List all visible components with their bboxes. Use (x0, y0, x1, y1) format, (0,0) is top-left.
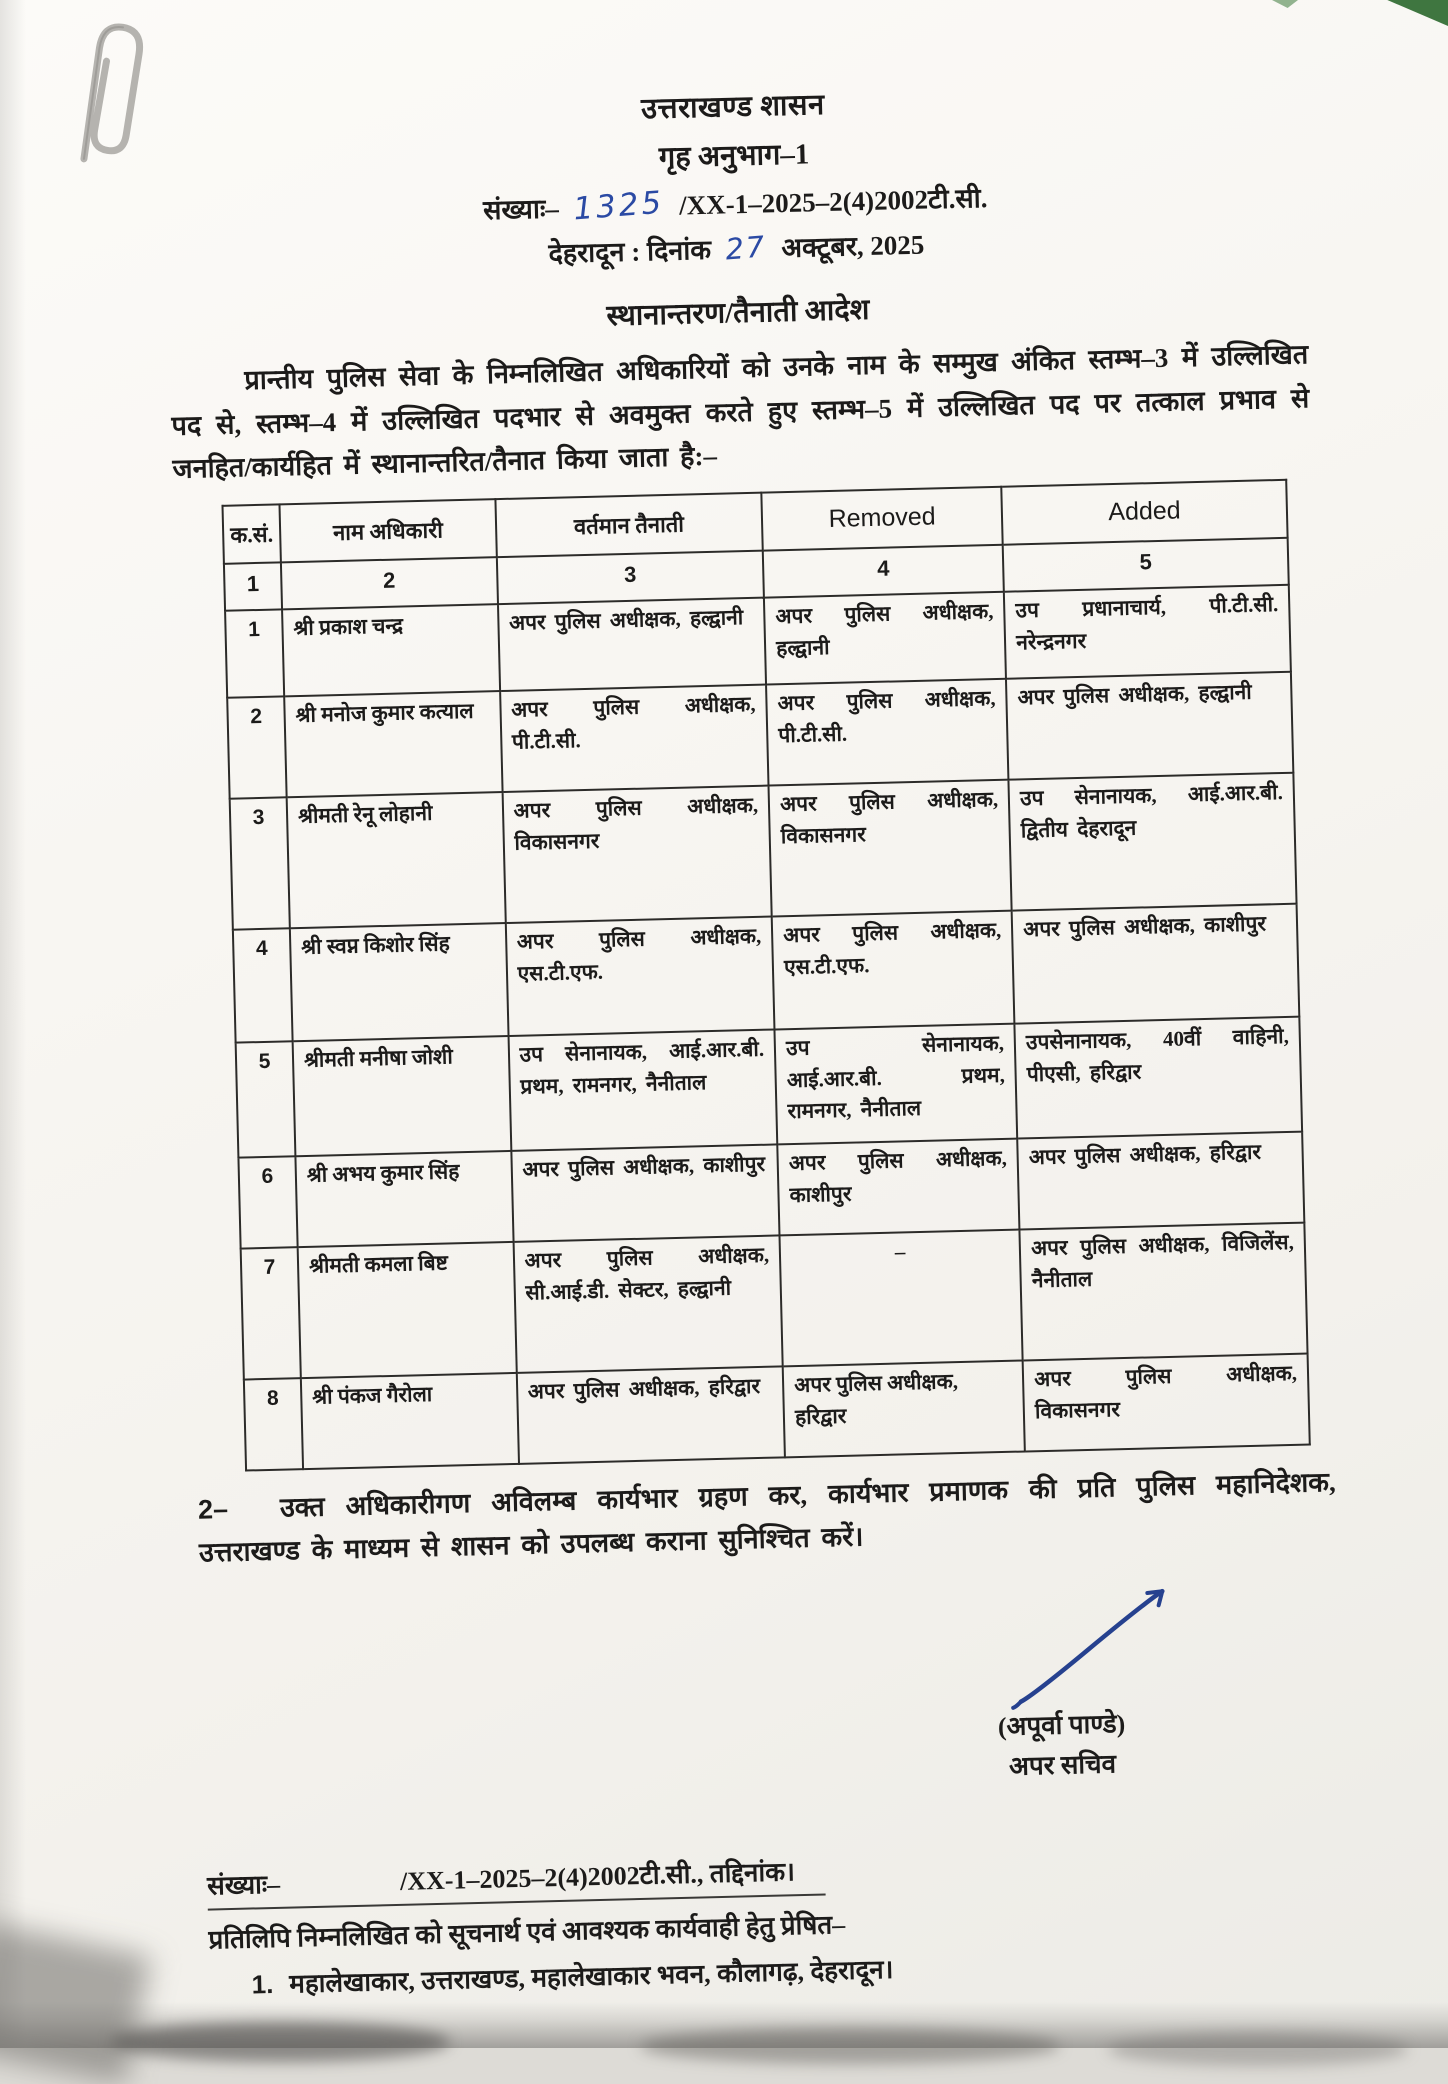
col-number-3: 3 (496, 551, 764, 604)
cell-added: अपर पुलिस अधीक्षक, विकासनगर (1023, 1354, 1310, 1452)
cell-officer-name: श्रीमती रेनू लोहानी (287, 792, 506, 928)
signatory-name: (अपूर्वा पाण्डे) (997, 1708, 1126, 1741)
cell-removed: अपर पुलिस अधीक्षक, हल्द्वानी (764, 592, 1006, 685)
footer-number-rest: /XX-1–2025–2(4)2002टी.सी., तद्दिनांक। (399, 1856, 796, 1896)
col-number-1: 1 (224, 563, 282, 611)
footer-number-line (207, 1851, 826, 1910)
col-number-4: 4 (763, 545, 1004, 598)
cell-serial: 4 (233, 928, 293, 1042)
document-title: स्थानान्तरण/तैनाती आदेश (606, 293, 870, 333)
cell-serial: 7 (241, 1247, 301, 1379)
recipient-text: महालेखाकार, उत्तराखण्ड, महालेखाकार भवन, कौलागढ़, देहरादून। (288, 1954, 894, 1999)
instruction-text: उक्त अधिकारीगण अविलम्ब कार्यभार ग्रहण कर, कार्यभार प्रमाणक की प्रति पुलिस महानिदेशक, उत्तराखण्ड के माध्यम से शासन को उपलब्ध कराना सुनिश्चित करें। (198, 1467, 1337, 1569)
cell-current-posting: अपर पुलिस अधीक्षक, काशीपुर (511, 1145, 780, 1242)
order-number-rest: /XX-1–2025–2(4)2002टी.सी. (678, 183, 988, 221)
signature-stroke (1008, 1581, 1186, 1710)
cell-added: उप सेनानायक, आई.आर.बी. द्वितीय देहरादून (1009, 773, 1297, 911)
cell-officer-name: श्री मनोज कुमार कत्याल (284, 691, 502, 797)
cell-current-posting: अपर पुलिस अधीक्षक, हल्द्वानी (498, 598, 767, 691)
cell-current-posting: अपर पुलिस अधीक्षक, एस.टी.एफ. (505, 917, 774, 1036)
signature-block (888, 1580, 1233, 1785)
cell-removed: अपर पुलिस अधीक्षक, हरिद्वार (783, 1361, 1025, 1458)
cell-current-posting: अपर पुलिस अधीक्षक, पी.टी.सी. (500, 685, 769, 792)
cell-officer-name: श्री प्रकाश चन्द्र (282, 604, 500, 696)
handwritten-order-number: 1325 (572, 184, 666, 228)
table-row (230, 773, 1297, 930)
recipient-number: 1. (251, 1968, 274, 2000)
order-paragraph: प्रान्तीय पुलिस सेवा के निम्नलिखित अधिकारियों को उनके नाम के सम्मुख अंकित स्तम्भ–3 में उल्लिखित पद से, स्तम्भ–4 में उल्लिखित पदभार से अवमुक्त करते हुए स्तम्भ–5 में उल्लिखित पद पर तत्काल प्रभाव से जनहित/कार्यहित में स्थानान्तरित/तैनात किया जाता है:– (171, 339, 1310, 485)
signatory-designation: अपर सचिव (1008, 1748, 1117, 1781)
col-header-current-posting: वर्तमान तैनाती (495, 493, 763, 557)
col-header-added: Added (1001, 480, 1287, 545)
cell-added: उप प्रधानाचार्य, पी.टी.सी. नरेन्द्रनगर (1004, 585, 1291, 679)
paragraph-number: 2– (197, 1494, 229, 1525)
cell-added: अपर पुलिस अधीक्षक, हल्द्वानी (1006, 672, 1293, 780)
cell-current-posting: अपर पुलिस अधीक्षक, सी.आई.डी. सेक्टर, हल्द्वानी (513, 1236, 783, 1373)
col-header-serial: क.सं. (223, 505, 281, 564)
col-header-removed: Removed (761, 487, 1002, 551)
transfer-table (221, 479, 1310, 1472)
cell-removed: उप सेनानायक, आई.आर.बी. प्रथम, रामनगर, नैनीताल (775, 1024, 1018, 1145)
cell-officer-name: श्रीमती कमला बिष्ट (298, 1242, 517, 1378)
document-body (164, 72, 1348, 2002)
org-name: उत्तराखण्ड शासन (640, 88, 826, 126)
col-number-5: 5 (1003, 538, 1289, 592)
scan-smudge (110, 2022, 450, 2062)
handwritten-date: 27 (724, 229, 768, 267)
date-rest: अक्टूबर, 2025 (781, 229, 925, 264)
cell-added: उपसेनानायक, 40वीं वाहिनी, पीएसी, हरिद्वार (1015, 1017, 1303, 1139)
cell-serial: 8 (244, 1378, 303, 1470)
cell-serial: 5 (236, 1041, 296, 1157)
cell-removed: अपर पुलिस अधीक्षक, एस.टी.एफ. (772, 911, 1015, 1030)
cell-officer-name: श्री पंकज गैरोला (301, 1373, 519, 1469)
footer-block (207, 1838, 1348, 2002)
cell-current-posting: उप सेनानायक, आई.आर.बी. प्रथम, रामनगर, नैनीताल (508, 1030, 777, 1151)
scan-smudge (640, 2028, 1060, 2064)
cell-officer-name: श्री अभय कुमार सिंह (295, 1151, 513, 1247)
place-date-label: देहरादून : दिनांक (548, 234, 712, 269)
cell-serial: 3 (230, 798, 290, 930)
cell-serial: 6 (238, 1156, 297, 1248)
scan-smudge (1108, 2032, 1408, 2066)
scan-edge-shadow (0, 0, 26, 2048)
cell-current-posting: अपर पुलिस अधीक्षक, हरिद्वार (516, 1367, 785, 1464)
cell-serial: 1 (225, 610, 284, 698)
cell-removed: अपर पुलिस अधीक्षक, विकासनगर (769, 780, 1012, 917)
blank-number-space (280, 1889, 400, 1892)
cell-removed: अपर पुलिस अधीक्षक, पी.टी.सी. (766, 679, 1008, 786)
footer-number-label: संख्याः– (206, 1869, 281, 1901)
cell-added: अपर पुलिस अधीक्षक, विजिलेंस, नैनीताल (1020, 1223, 1308, 1361)
cell-officer-name: श्री स्वप्न किशोर सिंह (290, 923, 508, 1041)
col-header-name: नाम अधिकारी (279, 499, 496, 562)
cell-current-posting: अपर पुलिस अधीक्षक, विकासनगर (502, 786, 772, 923)
cell-removed: – (780, 1230, 1023, 1367)
copy-forward-line: प्रतिलिपि निम्नलिखित को सूचनार्थ एवं आवश्यक कार्यवाही हेतु प्रेषित– (208, 1909, 846, 1955)
col-number-2: 2 (281, 557, 498, 609)
cell-serial: 2 (227, 697, 286, 799)
cell-removed: अपर पुलिस अधीक्षक, काशीपुर (777, 1139, 1019, 1236)
instruction-paragraph (198, 1461, 1338, 1575)
section-name: गृह अनुभाग–1 (658, 138, 810, 175)
cell-added: अपर पुलिस अधीक्षक, काशीपुर (1012, 904, 1300, 1024)
table-row (241, 1223, 1308, 1380)
cell-officer-name: श्रीमती मनीषा जोशी (293, 1036, 511, 1156)
order-number-label: संख्याः– (482, 193, 560, 226)
cell-added: अपर पुलिस अधीक्षक, हरिद्वार (1017, 1132, 1304, 1230)
